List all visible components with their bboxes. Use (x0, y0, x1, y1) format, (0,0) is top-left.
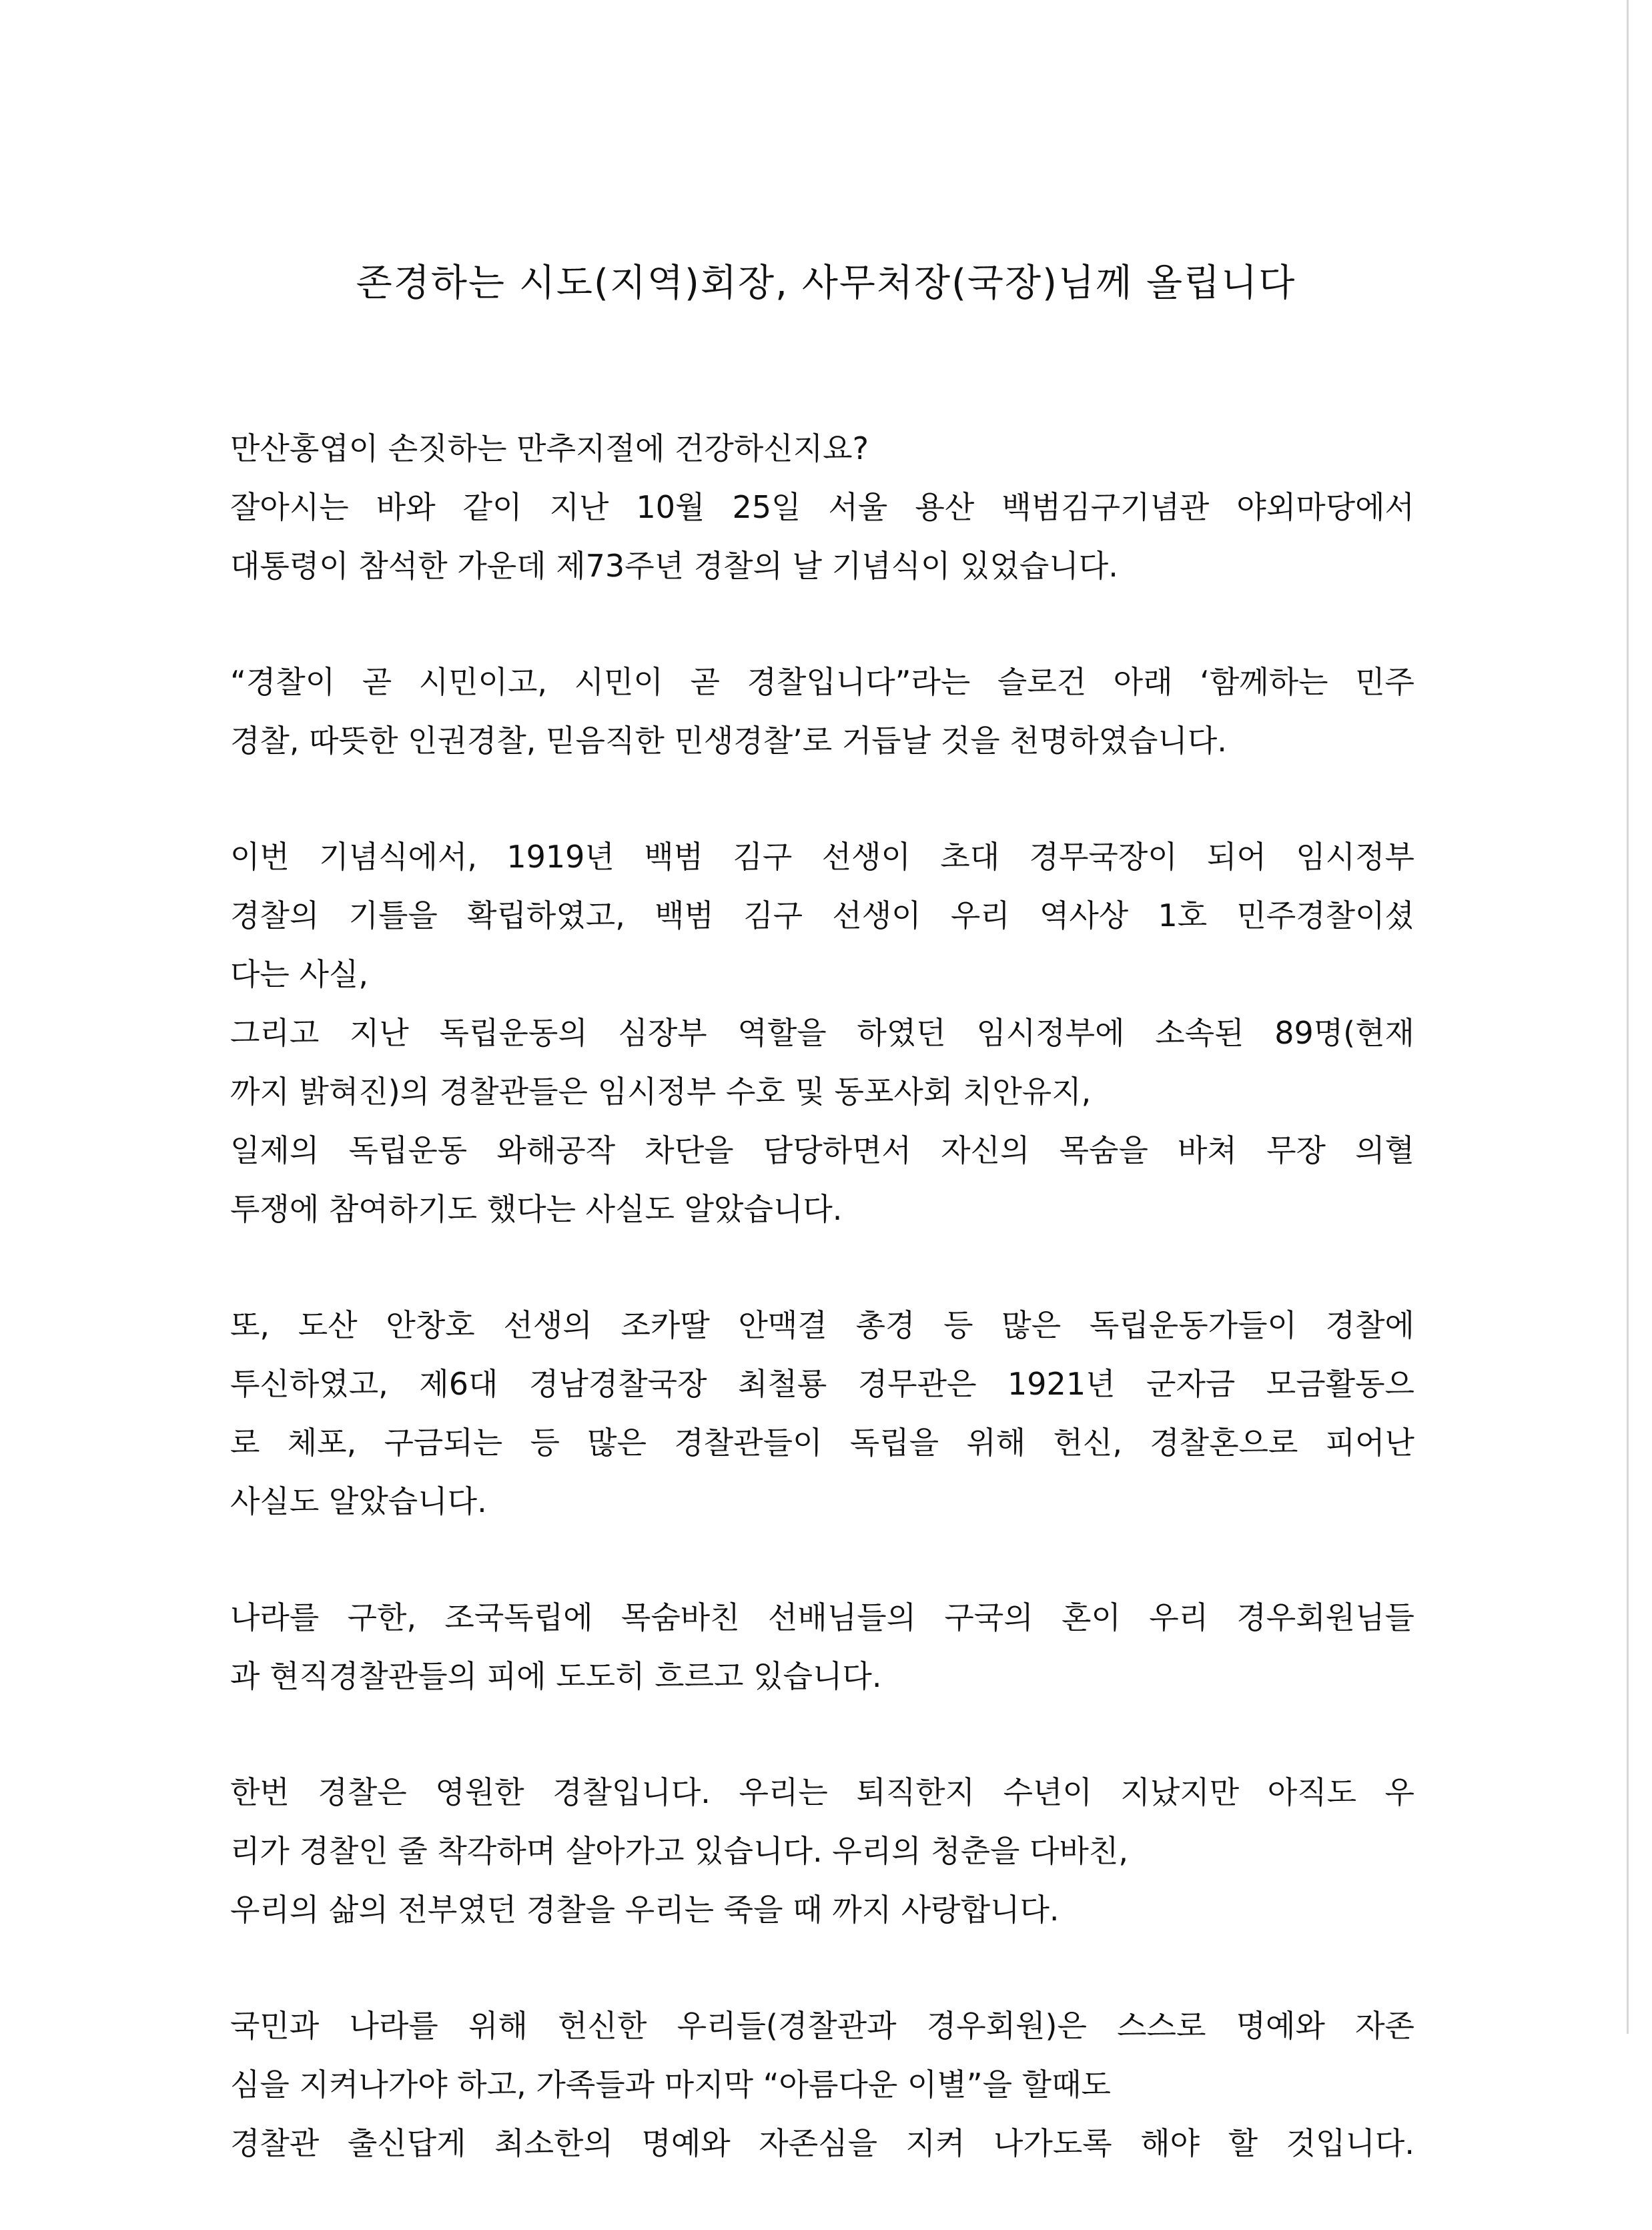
text-line: 경찰, 따뜻한 인권경찰, 믿음직한 민생경찰’로 거듭날 것을 천명하였습니다. (230, 723, 1227, 759)
text-line: “경찰이 곧 시민이고, 시민이 곧 경찰입니다”라는 슬로건 아래 ‘함께하는 민주 (230, 664, 1414, 700)
text-line: 심을 지켜나가야 하고, 가족들과 마지막 “아름다운 이별”을 할때도 (230, 2067, 1111, 2103)
text-line: 잘아시는 바와 같이 지난 10월 25일 서울 용산 백범김구기념관 야외마당에서 (230, 489, 1414, 525)
scan-edge-divider (1627, 0, 1629, 2034)
paragraph (230, 1588, 1414, 1706)
paragraph (230, 1296, 1414, 1531)
text-line: 로 체포, 구금되는 등 많은 경찰관들이 독립을 위해 헌신, 경찰혼으로 피어난 (230, 1425, 1414, 1461)
text-line: 투신하였고, 제6대 경남경찰국장 최철룡 경무관은 1921년 군자금 모금활동으 (230, 1366, 1414, 1402)
text-line: 그리고 지난 독립운동의 심장부 역할을 하였던 임시정부에 소속된 89명(현재 (230, 1015, 1414, 1051)
text-line: 일제의 독립운동 와해공작 차단을 담당하면서 자신의 목숨을 바쳐 무장 의혈 (230, 1132, 1414, 1168)
text-line: 까지 밝혀진)의 경찰관들은 임시정부 수호 및 동포사회 치안유지, (230, 1074, 1092, 1110)
text-line: 리가 경찰인 줄 착각하며 살아가고 있습니다. 우리의 청춘을 다바친, (230, 1833, 1128, 1869)
text-line: 이번 기념식에서, 1919년 백범 김구 선생이 초대 경무국장이 되어 임시정부 (230, 839, 1414, 875)
paragraph (230, 1996, 1414, 2173)
text-line: 우리의 삶의 전부였던 경찰을 우리는 죽을 때 까지 사랑합니다. (230, 1892, 1060, 1928)
paragraph (230, 419, 1414, 595)
text-line: 다는 사실, (230, 956, 368, 992)
letter-body (230, 419, 1414, 2230)
text-line: 한번 경찰은 영원한 경찰입니다. 우리는 퇴직한지 수년이 지났지만 아직도 우 (230, 1774, 1414, 1810)
text-line: 투쟁에 참여하기도 했다는 사실도 알았습니다. (230, 1191, 843, 1227)
paragraph (230, 827, 1414, 1238)
text-line: 만산홍엽이 손짓하는 만추지절에 건강하신지요? (230, 430, 869, 466)
paragraph (230, 653, 1414, 770)
text-line: 대통령이 참석한 가운데 제73주년 경찰의 날 기념식이 있었습니다. (230, 548, 1118, 584)
text-line: 국민과 나라를 위해 헌신한 우리들(경찰관과 경우회원)은 스스로 명예와 자존 (230, 2008, 1414, 2044)
text-line: 경찰관 출신답게 최소한의 명예와 자존심을 지켜 나가도록 해야 할 것입니다. (230, 2125, 1414, 2161)
text-line: 사실도 알았습니다. (230, 1483, 487, 1519)
paragraph (230, 1763, 1414, 1939)
text-line: 경찰의 기틀을 확립하였고, 백범 김구 선생이 우리 역사상 1호 민주경찰이셨 (230, 897, 1414, 934)
text-line: 과 현직경찰관들의 피에 도도히 흐르고 있습니다. (230, 1658, 882, 1694)
text-line: 또, 도산 안창호 선생의 조카딸 안맥결 총경 등 많은 독립운동가들이 경찰에 (230, 1307, 1414, 1343)
text-line: 나라를 구한, 조국독립에 목숨바친 선배님들의 구국의 혼이 우리 경우회원님들 (230, 1599, 1414, 1635)
letter-title: 존경하는 시도(지역)회장, 사무처장(국장)님께 올립니다 (356, 262, 1296, 305)
